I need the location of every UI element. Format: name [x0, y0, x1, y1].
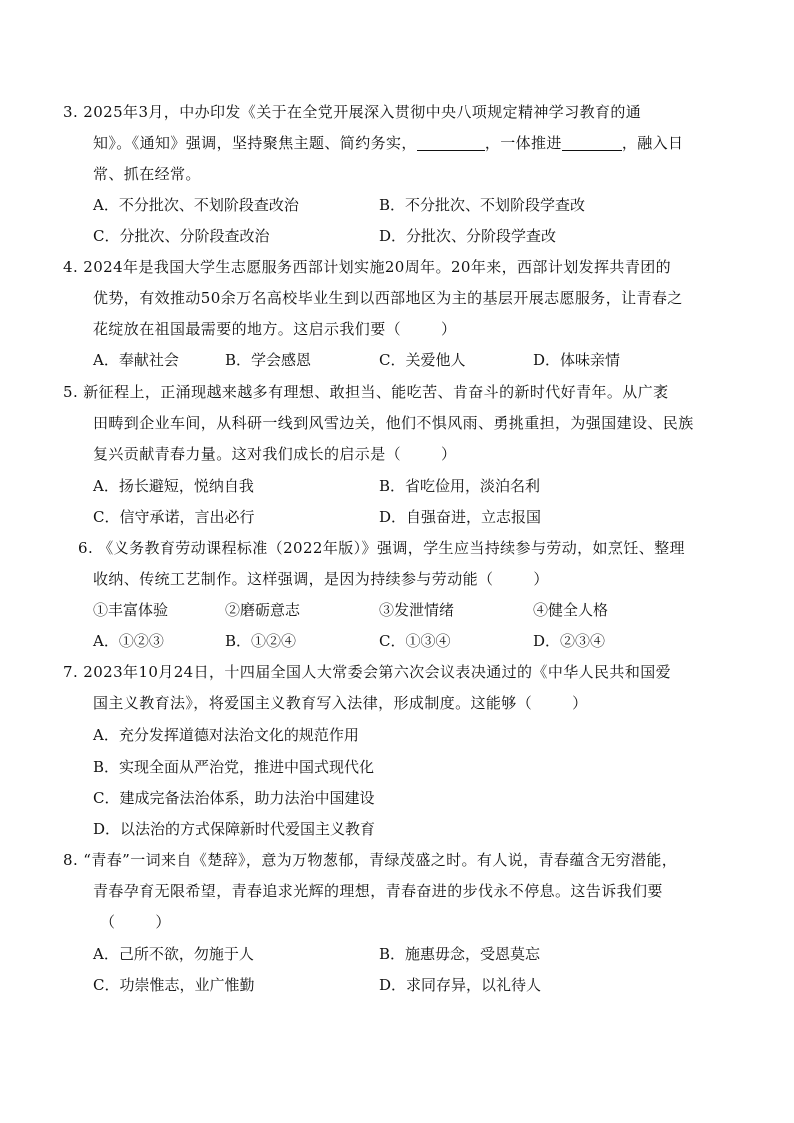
statement-3: ③发泄情绪: [379, 601, 455, 619]
option-a: A．己所不欲，勿施于人: [93, 945, 254, 963]
question-stem: 复兴贡献青春力量。这对我们成长的启示是（ ）: [93, 445, 457, 463]
question-stem: 花绽放在祖国最需要的地方。这启示我们要（ ）: [93, 320, 457, 338]
option-a: A．不分批次、不划阶段查改治: [93, 196, 299, 214]
option-b: B．施惠毋念，受恩莫忘: [379, 945, 541, 963]
question-stem: 8. “青春”一词来自《楚辞》，意为万物葱郁，青绿茂盛之时。有人说，青春蕴含无穷潜能，: [63, 851, 678, 869]
option-b: B．学会感恩: [225, 351, 312, 369]
option-a: A．扬长避短，悦纳自我: [93, 477, 254, 495]
option-a: A．①②③: [93, 632, 164, 650]
option-c: C．关爱他人: [379, 351, 466, 369]
option-d: D．分批次、分阶段学查改: [379, 227, 557, 245]
question-stem: 5. 新征程上，正涌现越来越多有理想、敢担当、能吃苦、肯奋斗的新时代好青年。从广袤: [63, 383, 669, 401]
option-b: B．实现全面从严治党，推进中国式现代化: [93, 758, 375, 776]
question-stem: 4. 2024年是我国大学生志愿服务西部计划实施20周年。20年来，西部计划发挥共青团的: [63, 258, 672, 276]
question-stem: 常、抓在经常。: [93, 165, 201, 183]
question-stem: 青春孕育无限希望，青春追求光辉的理想，青春奋进的步伐永不停息。这告诉我们要: [93, 882, 663, 900]
option-a: A．充分发挥道德对法治文化的规范作用: [93, 726, 359, 744]
option-c: C．①③④: [379, 632, 451, 650]
option-d: D．自强奋进，立志报国: [379, 508, 542, 526]
question-stem: 国主义教育法》，将爱国主义教育写入法律，形成制度。这能够（ ）: [93, 694, 588, 712]
option-c: C．分批次、分阶段查改治: [93, 227, 270, 245]
option-b: B．不分批次、不划阶段学查改: [379, 196, 586, 214]
question-stem: 知》。《通知》强调，坚持聚焦主题、简约务实， ，一体推进 ，融入日: [93, 134, 684, 152]
option-b: B．省吃俭用，淡泊名利: [379, 477, 541, 495]
statement-1: ①丰富体验: [93, 601, 169, 619]
option-c: C．建成完备法治体系，助力法治中国建设: [93, 789, 375, 807]
option-c: C．功崇惟志，业广惟勤: [93, 976, 255, 994]
option-d: D．体味亲情: [533, 351, 621, 369]
statement-2: ②磨砺意志: [225, 601, 301, 619]
option-a: A．奉献社会: [93, 351, 179, 369]
option-d: D．②③④: [533, 632, 606, 650]
answer-blank: [417, 134, 485, 151]
question-stem: 收纳、传统工艺制作。这样强调，是因为持续参与劳动能（ ）: [93, 570, 549, 588]
question-stem: 7. 2023年10月24日，十四届全国人大常委会第六次会议表决通过的《中华人民共和国爱: [63, 663, 672, 681]
option-b: B．①②④: [225, 632, 297, 650]
question-stem: 3. 2025年3月，中办印发《关于在全党开展深入贯彻中央八项规定精神学习教育的通: [63, 103, 642, 121]
option-d: D．以法治的方式保障新时代爱国主义教育: [93, 820, 376, 838]
question-stem: （ ）: [100, 913, 171, 931]
statement-4: ④健全人格: [533, 601, 609, 619]
question-stem: 优势，有效推动50余万名高校毕业生到以西部地区为主的基层开展志愿服务，让青春之: [93, 289, 683, 307]
answer-blank: [562, 134, 622, 151]
question-stem: 6. 《义务教育劳动课程标准（2022年版）》强调，学生应当持续参与劳动，如烹饪、整理: [78, 539, 685, 557]
option-d: D．求同存异，以礼待人: [379, 976, 542, 994]
option-c: C．信守承诺，言出必行: [93, 508, 255, 526]
question-stem: 田畴到企业车间，从科研一线到风雪边关，他们不惧风雨、勇挑重担，为强国建设、民族: [93, 414, 694, 432]
